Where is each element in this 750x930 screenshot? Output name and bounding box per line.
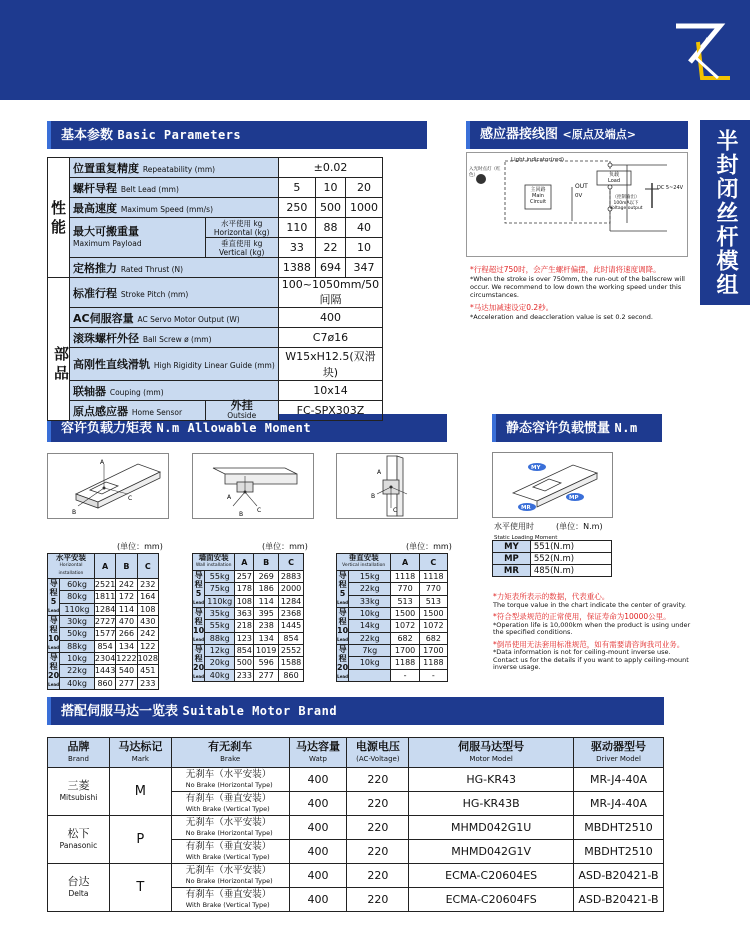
- moment-cell: 1700: [391, 645, 419, 657]
- brand-cell: 台达 Delta: [48, 864, 110, 912]
- mark-cell: P: [109, 816, 171, 864]
- moment-cell: 123: [236, 633, 252, 643]
- voltage-cell: 220: [347, 864, 409, 888]
- param-value: 1000: [345, 198, 382, 218]
- axis-header: A: [391, 554, 419, 571]
- moment-cell: 2368: [279, 608, 304, 620]
- axis-header: A: [94, 554, 115, 579]
- param-value: 400: [278, 308, 382, 328]
- mount-type-header: 墙面安装 Wall installation: [193, 554, 235, 571]
- brake-cell: 有刹车（垂直安装） With Brake (Vertical Type): [171, 840, 289, 864]
- driver-model-cell: ASD-B20421-B: [574, 888, 664, 912]
- moment-cell: 513: [419, 595, 447, 607]
- moment-cell: 238: [254, 620, 279, 632]
- svg-text:A: A: [227, 494, 232, 501]
- driver-model-cell: MBDHT2510: [574, 840, 664, 864]
- basic-parameters-table: [47, 157, 383, 421]
- lead-cell: 导程 20 Lead: [193, 645, 205, 682]
- svg-text:B: B: [72, 509, 77, 516]
- load-cell: 88kg: [205, 632, 235, 644]
- moment-cell: 233: [236, 670, 252, 680]
- moment-cell: 1577: [94, 629, 116, 639]
- static-moment-header: 静态容许负载惯量 N.m: [492, 414, 662, 442]
- param-value: ±0.02: [278, 158, 382, 178]
- load-cell: 22kg: [349, 583, 391, 595]
- axis-header: A: [235, 554, 254, 571]
- param-value: 5: [278, 178, 315, 198]
- param-label: 位置重复精度 Repeatability (mm): [70, 158, 279, 178]
- load-cell: 88kg: [60, 640, 95, 652]
- load-cell: 7kg: [349, 645, 391, 657]
- watt-cell: 400: [289, 864, 347, 888]
- load-cell: 33kg: [349, 595, 391, 607]
- moment-cell: 860: [94, 677, 115, 689]
- axis-header: C: [279, 554, 304, 571]
- moment-table-horizontal: [47, 553, 159, 690]
- watt-cell: 400: [289, 792, 347, 816]
- note-red: *力矩表所表示的数据，代表重心。: [493, 592, 610, 601]
- static-module-icon: [493, 453, 612, 517]
- wall-module-icon: [193, 454, 313, 518]
- light-indicator-label: Light indicator(red): [511, 157, 564, 163]
- driver-model-cell: MR-J4-40A: [574, 792, 664, 816]
- moment-cell: 232: [137, 579, 158, 591]
- watt-cell: 400: [289, 888, 347, 912]
- voltage-cell: 220: [347, 792, 409, 816]
- category-performance: 性能: [48, 158, 70, 278]
- param-value: 20: [345, 178, 382, 198]
- motor-col-header: 马达容量 Watp: [289, 738, 347, 768]
- load-cell: 40kg: [60, 677, 95, 689]
- moment-cell: 1188: [391, 657, 419, 669]
- param-value: 694: [316, 258, 346, 278]
- param-label: 定格推力 Rated Thrust (N): [70, 258, 279, 278]
- load-cell: 10kg: [349, 657, 391, 669]
- load-cell: 30kg: [60, 616, 95, 628]
- svg-text:B: B: [239, 511, 244, 518]
- voltage-cell: 220: [347, 768, 409, 792]
- moment-cell: 178: [236, 584, 252, 594]
- moment-cell: 122: [137, 640, 158, 652]
- wall-mount-diagram: [192, 453, 314, 519]
- basic-parameters-header: 基本参数 Basic Parameters: [47, 121, 427, 149]
- motor-col-header: 伺服马达型号 Motor Model: [409, 738, 574, 768]
- motor-model-cell: MHMD042G1V: [409, 840, 574, 864]
- unit-label: (单位：mm): [117, 542, 163, 551]
- moment-cell: 2521: [94, 580, 116, 590]
- sensor-wiring-diagram: [466, 152, 688, 257]
- voltage-cell: 220: [347, 816, 409, 840]
- static-notes: [493, 592, 693, 672]
- moment-cell: 2552: [279, 645, 304, 657]
- svg-text:A: A: [377, 469, 382, 476]
- moment-cell: 1072: [419, 620, 447, 632]
- load-cell: 55kg: [205, 620, 235, 632]
- dc-label: DC 5~24V: [657, 185, 684, 191]
- moment-cell: 470: [116, 616, 137, 628]
- moment-cell: 2727: [94, 617, 116, 627]
- moment-cell: 114: [254, 595, 279, 607]
- moment-cell: -: [419, 669, 447, 681]
- ov-label: 0V: [575, 193, 583, 199]
- param-label: 原点感应器 Home Sensor: [70, 401, 206, 421]
- moment-key: MY: [493, 541, 531, 553]
- vertical-module-icon: [337, 454, 457, 518]
- moment-cell: 277: [116, 677, 137, 689]
- moment-cell: 1284: [94, 604, 116, 614]
- load-cell: 35kg: [205, 608, 235, 620]
- moment-cell: 1700: [419, 645, 447, 657]
- moment-cell: 2000: [279, 583, 304, 595]
- watt-cell: 400: [289, 840, 347, 864]
- param-label: 最高速度 Maximum Speed (mm/s): [70, 198, 279, 218]
- lead-cell: 导程 10 Lead: [337, 608, 349, 645]
- moment-cell: 266: [116, 628, 137, 640]
- moment-cell: 257: [236, 572, 252, 582]
- payload-horizontal-label: 水平使用 kg Horizontal (kg): [205, 218, 278, 238]
- load-cell: [349, 669, 391, 681]
- moment-key: MP: [493, 553, 531, 565]
- param-value: W15xH12.5(双滑块): [278, 348, 382, 381]
- param-label: 最大可搬重量 Maximum Payload: [70, 218, 206, 258]
- vertical-mount-diagram: [336, 453, 458, 519]
- svg-text:B: B: [371, 493, 376, 500]
- load-cell: 14kg: [349, 620, 391, 632]
- motor-model-cell: ECMA-C20604ES: [409, 864, 574, 888]
- main-circuit-label: 主回路 Main Circuit: [529, 187, 547, 205]
- param-value: 110: [278, 218, 315, 238]
- param-value: 250: [278, 198, 315, 218]
- moment-table-vertical: [336, 553, 448, 682]
- load-cell: 80kg: [60, 591, 95, 603]
- param-value: 10: [316, 178, 346, 198]
- svg-text:A: A: [100, 459, 105, 466]
- param-label: 高刚性直线滑轨 High Rigidity Linear Guide (mm): [70, 348, 279, 381]
- moment-cell: 277: [254, 669, 279, 681]
- motor-table: [47, 737, 664, 912]
- brake-cell: 无刹车（水平安装） No Brake (Horizontal Type): [171, 816, 289, 840]
- moment-cell: 1500: [391, 608, 419, 620]
- moment-cell: 540: [116, 665, 137, 677]
- moment-cell: 500: [236, 658, 252, 668]
- load-cell: 55kg: [205, 571, 235, 583]
- moment-cell: 108: [236, 596, 252, 606]
- watt-cell: 400: [289, 816, 347, 840]
- moment-cell: 134: [116, 640, 137, 652]
- param-label: 螺杆导程 Belt Lead (mm): [70, 178, 279, 198]
- moment-cell: 233: [137, 677, 158, 689]
- note-red: *倒吊使用无法套用标准规范，如有需要请咨询我司业务。: [493, 639, 685, 649]
- voltage-output-label: （控制输出） 100mA以下 Voltage output: [609, 195, 643, 211]
- motor-model-cell: MHMD042G1U: [409, 816, 574, 840]
- load-cell: 40kg: [205, 669, 235, 681]
- sensor-wiring-header: 感应器接线图 <原点及端点>: [466, 121, 688, 149]
- unit-label: (单位：mm): [262, 542, 308, 551]
- moment-cell: 682: [419, 632, 447, 644]
- param-value: 88: [316, 218, 346, 238]
- moment-cell: 1284: [279, 595, 304, 607]
- motor-col-header: 有无刹车 Brake: [171, 738, 289, 768]
- driver-model-cell: ASD-B20421-B: [574, 864, 664, 888]
- svg-text:MY: MY: [531, 465, 541, 471]
- input-lamp-label: 入光时点灯（红色）: [469, 167, 501, 178]
- param-label: AC伺服容量 AC Servo Motor Output (W): [70, 308, 279, 328]
- load-cell: 10kg: [60, 653, 95, 665]
- motor-col-header: 品牌 Brand: [48, 738, 110, 768]
- motor-col-header: 驱动器型号 Driver Model: [574, 738, 664, 768]
- moment-value: 485(N.m): [530, 565, 611, 577]
- moment-cell: 1072: [391, 620, 419, 632]
- param-label: 滚珠螺杆外径 Ball Screw ø (mm): [70, 328, 279, 348]
- param-value: 1388: [278, 258, 315, 278]
- category-parts-label: 部品: [53, 345, 69, 382]
- lead-cell: 导程 5 Lead: [337, 571, 349, 608]
- param-value: 100~1050mm/50间隔: [278, 278, 382, 308]
- moment-cell: 860: [279, 669, 304, 681]
- moment-cell: 854: [236, 646, 252, 656]
- param-value: 500: [316, 198, 346, 218]
- static-label: 水平使用时 (单位：N.m) Static Loading Moment: [494, 522, 603, 541]
- brand-cell: 松下 Panasonic: [48, 816, 110, 864]
- moment-cell: 770: [391, 583, 419, 595]
- allowable-moment-header: 容许负载力矩表 N.m Allowable Moment: [47, 414, 447, 442]
- watt-cell: 400: [289, 768, 347, 792]
- side-tab: 半封闭丝杆模组: [700, 120, 750, 305]
- moment-cell: 1443: [94, 666, 116, 676]
- svg-text:C: C: [257, 507, 262, 514]
- moment-cell: 854: [279, 632, 304, 644]
- param-value: 33: [278, 238, 315, 258]
- voltage-cell: 220: [347, 888, 409, 912]
- note-red: *符合型录规范的正常使用，保证寿命为10000公里。: [493, 612, 671, 621]
- brand-cell: 三菱 Mitsubishi: [48, 768, 110, 816]
- load-cell: 60kg: [60, 579, 95, 591]
- lead-cell: 导程 20 Lead: [48, 653, 60, 690]
- mount-type-header: 垂直安装 Vertical installation: [337, 554, 391, 571]
- moment-cell: 451: [137, 665, 158, 677]
- axis-header: B: [116, 554, 137, 579]
- load-cell: 15kg: [349, 571, 391, 583]
- load-cell: 75kg: [205, 583, 235, 595]
- horizontal-mount-diagram: [47, 453, 169, 519]
- note-en: *Data information is not for ceiling-mount inverse use. Contact us for the details if you want to apply ceiling-mount inverse usage.: [493, 648, 689, 671]
- mount-type-header: 水平安装 Horizontal installation: [48, 554, 95, 579]
- motor-model-cell: HG-KR43: [409, 768, 574, 792]
- driver-model-cell: MR-J4-40A: [574, 768, 664, 792]
- moment-cell: 1445: [279, 620, 304, 632]
- motor-model-cell: ECMA-C20604FS: [409, 888, 574, 912]
- moment-cell: 1118: [391, 571, 419, 583]
- moment-cell: 854: [94, 640, 115, 652]
- moment-cell: 596: [254, 657, 279, 669]
- company-logo-icon: [668, 16, 738, 88]
- moment-value: 551(N.m): [530, 541, 611, 553]
- load-cell: 10kg: [349, 608, 391, 620]
- load-cell: 12kg: [205, 645, 235, 657]
- moment-cell: 1500: [419, 608, 447, 620]
- note-en: *Operation life is 10,000km when the product is using under the specified conditions.: [493, 620, 691, 636]
- param-value: 22: [316, 238, 346, 258]
- lead-cell: 导程 10 Lead: [193, 608, 205, 645]
- moment-cell: 242: [137, 628, 158, 640]
- param-value: 10: [345, 238, 382, 258]
- mark-cell: T: [109, 864, 171, 912]
- moment-cell: 2304: [94, 654, 116, 664]
- moment-cell: 682: [391, 632, 419, 644]
- motor-col-header: 电源电压 (AC-Voltage): [347, 738, 409, 768]
- axis-header: B: [254, 554, 279, 571]
- moment-cell: 186: [254, 583, 279, 595]
- horizontal-module-icon: [48, 454, 168, 518]
- moment-cell: 1222: [116, 654, 137, 664]
- static-moment-diagram: [492, 452, 613, 518]
- moment-cell: 269: [254, 571, 279, 583]
- moment-cell: 108: [137, 603, 158, 615]
- param-label: 标准行程 Stroke Pitch (mm): [70, 278, 279, 308]
- param-value: C7ø16: [278, 328, 382, 348]
- moment-key: MR: [493, 565, 531, 577]
- lead-cell: 导程 20 Lead: [337, 645, 349, 682]
- mark-cell: M: [109, 768, 171, 816]
- load-cell: 22kg: [60, 665, 95, 677]
- moment-cell: 164: [137, 591, 158, 603]
- moment-cell: 1811: [94, 592, 116, 602]
- load-cell: 110kg: [60, 603, 95, 615]
- moment-cell: 1118: [419, 571, 447, 583]
- brake-cell: 无刹车（水平安装） No Brake (Horizontal Type): [171, 768, 289, 792]
- moment-cell: 1028: [137, 654, 158, 664]
- moment-cell: 770: [419, 583, 447, 595]
- sensor-mount-label: 外挂 Outside: [205, 401, 278, 421]
- moment-cell: 2883: [279, 571, 304, 583]
- note-red: *行程超过750时，会产生螺杆偏摆，此时请将速度调降。: [470, 265, 661, 274]
- moment-cell: -: [391, 669, 419, 681]
- param-label: 联轴器 Couping (mm): [70, 381, 279, 401]
- static-moment-table: [492, 540, 612, 577]
- lead-cell: 导程 10 Lead: [48, 616, 60, 653]
- motor-col-header: 马达标记 Mark: [109, 738, 171, 768]
- param-value: FC-SPX303Z: [278, 401, 382, 421]
- brake-cell: 无刹车（水平安装） No Brake (Horizontal Type): [171, 864, 289, 888]
- voltage-cell: 220: [347, 840, 409, 864]
- load-cell: 50kg: [60, 628, 95, 640]
- motor-model-cell: HG-KR43B: [409, 792, 574, 816]
- moment-cell: 430: [137, 616, 158, 628]
- load-cell: 20kg: [205, 657, 235, 669]
- moment-cell: 114: [116, 603, 137, 615]
- param-value: 10x14: [278, 381, 382, 401]
- brake-cell: 有刹车（垂直安装） With Brake (Vertical Type): [171, 792, 289, 816]
- moment-cell: 513: [391, 595, 419, 607]
- out-label: OUT: [575, 183, 588, 190]
- motor-brand-header: 搭配伺服马达一览表 Suitable Motor Brand: [47, 697, 664, 725]
- moment-cell: 134: [254, 632, 279, 644]
- moment-cell: 172: [116, 591, 137, 603]
- load-cell: 110kg: [205, 595, 235, 607]
- brake-cell: 有刹车（垂直安装） With Brake (Vertical Type): [171, 888, 289, 912]
- load-label: 负载 Load: [608, 172, 620, 184]
- note-red: *马达加减速设定0.2秒。: [470, 303, 554, 312]
- moment-cell: 218: [236, 621, 252, 631]
- moment-value: 552(N.m): [530, 553, 611, 565]
- note-en: *Acceleration and deaccleration value is set 0.2 second.: [470, 313, 653, 321]
- moment-cell: 1588: [279, 657, 304, 669]
- payload-vertical-label: 垂直使用 kg Vertical (kg): [205, 238, 278, 258]
- svg-text:C: C: [393, 507, 398, 514]
- moment-table-wall: [192, 553, 304, 682]
- lead-cell: 导程 5 Lead: [193, 571, 205, 608]
- moment-cell: 363: [236, 609, 252, 619]
- svg-text:MR: MR: [521, 505, 531, 511]
- axis-header: C: [419, 554, 447, 571]
- driver-model-cell: MBDHT2510: [574, 816, 664, 840]
- moment-cell: 395: [254, 608, 279, 620]
- sensor-notes: [470, 265, 695, 321]
- param-value: 347: [345, 258, 382, 278]
- note-en: *When the stroke is over 750mm, the run-out of the ballscrew will occur. We recommend to low down the working speed under this circumstances.: [470, 275, 685, 299]
- moment-cell: 1019: [254, 645, 279, 657]
- load-cell: 22kg: [349, 632, 391, 644]
- unit-label: (单位：mm): [406, 542, 452, 551]
- top-banner: [0, 0, 750, 100]
- moment-cell: 1188: [419, 657, 447, 669]
- lead-cell: 导程 5 Lead: [48, 579, 60, 616]
- param-value: 40: [345, 218, 382, 238]
- moment-cell: 242: [116, 579, 137, 591]
- svg-text:MP: MP: [569, 495, 579, 501]
- note-en: The torque value in the chart indicate the center of gravity.: [493, 600, 687, 609]
- svg-text:C: C: [128, 495, 133, 502]
- axis-header: C: [137, 554, 158, 579]
